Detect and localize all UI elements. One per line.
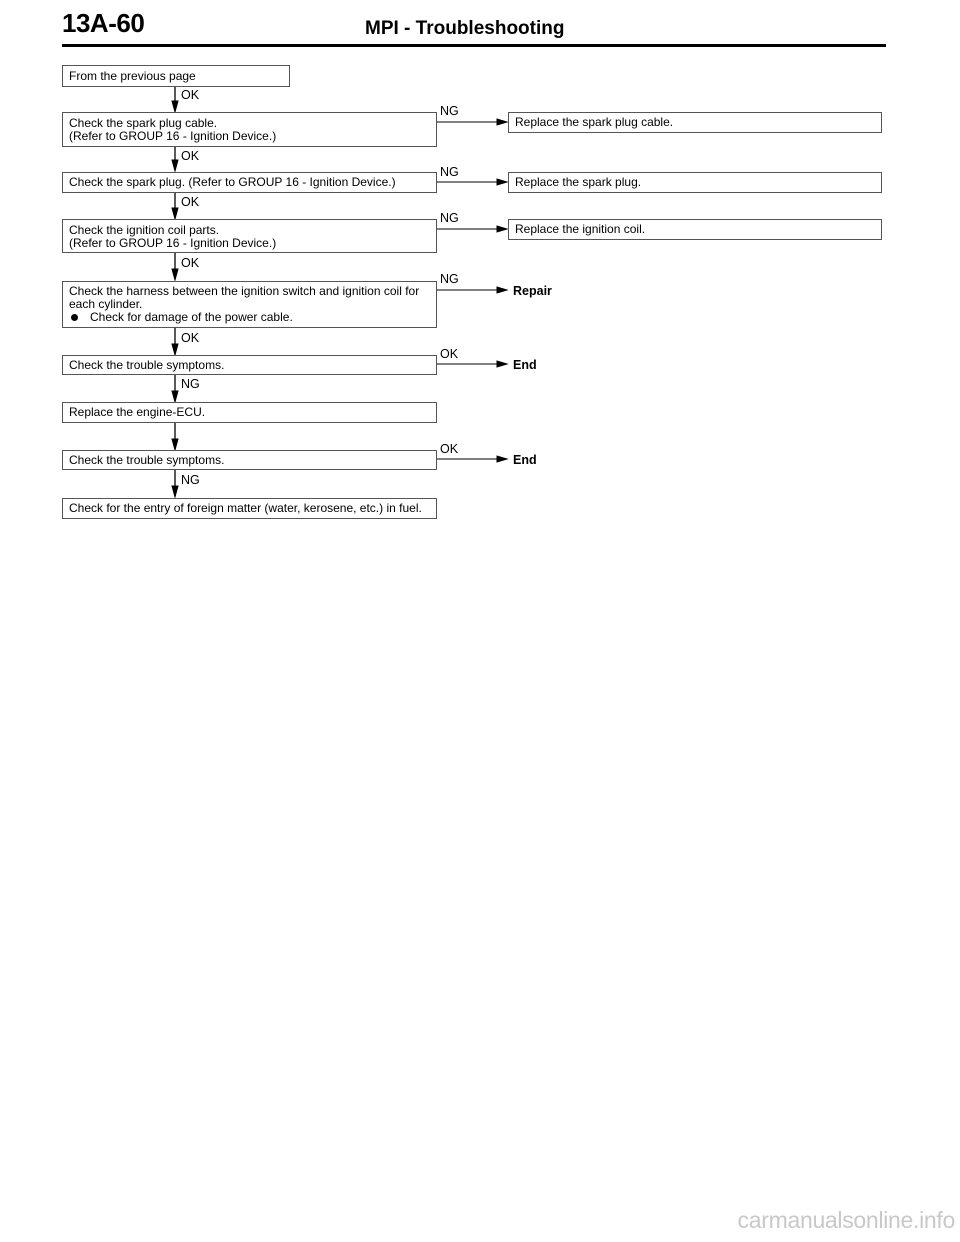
arrowhead-down [172,486,178,497]
step2-box: Check the spark plug. (Refer to GROUP 16 - Ignition Device.) [62,172,437,193]
watermark: carmanualsonline.info [737,1207,955,1233]
page-number: 13A-60 [62,8,145,38]
step7-box: Check the trouble symptoms. [62,450,437,470]
ng-label: NG [440,211,459,225]
arrowhead-down [172,101,178,112]
arrowhead-right [497,179,507,185]
step7-ok-action: End [513,453,537,467]
step5-box: Check the trouble symptoms. [62,355,437,375]
step5-ok-action: End [513,358,537,372]
ok-label: OK [181,331,200,345]
arrowhead-right [497,456,507,462]
arrowhead-right [497,287,507,293]
arrowhead-down [172,160,178,171]
step1-ng-action-box: Replace the spark plug cable. [508,112,882,133]
arrowhead-down [172,391,178,402]
step2-ng-action-box: Replace the spark plug. [508,172,882,193]
arrowhead-right [497,226,507,232]
arrowhead-down [172,269,178,280]
arrowhead-down [172,208,178,219]
step3-box: Check the ignition coil parts. (Refer to GROUP 16 - Ignition Device.) [62,219,437,253]
ng-label: NG [440,272,459,286]
ok-label: OK [181,149,200,163]
ng-label: NG [181,473,200,487]
step4-bullet-text: Check for damage of the power cable. [90,310,293,324]
arrowhead-right [497,361,507,367]
ok-label: OK [181,88,200,102]
ng-label: NG [181,377,200,391]
step4-box [62,281,437,328]
arrowhead-down [172,439,178,450]
page-title: MPI - Troubleshooting [365,18,565,39]
ng-label: NG [440,165,459,179]
ok-label: OK [440,347,459,361]
step6-box: Replace the engine-ECU. [62,402,437,423]
ok-label: OK [181,256,200,270]
step4-line1: Check the harness between the ignition switch and ignition coil for [69,284,420,298]
step4-bullet-item [69,311,430,324]
step3-ng-action-box: Replace the ignition coil. [508,219,882,240]
ok-label: OK [440,442,459,456]
ng-label: NG [440,104,459,118]
arrowhead-down [172,344,178,355]
step8-box: Check for the entry of foreign matter (water, kerosene, etc.) in fuel. [62,498,437,519]
step4-line2: each cylinder. [69,297,143,311]
arrowhead-right [497,119,507,125]
step4-ng-action: Repair [513,284,552,298]
bullet-icon [71,314,78,321]
ok-label: OK [181,195,200,209]
step1-box: Check the spark plug cable. (Refer to GROUP 16 - Ignition Device.) [62,112,437,147]
start-box: From the previous page [62,65,290,87]
